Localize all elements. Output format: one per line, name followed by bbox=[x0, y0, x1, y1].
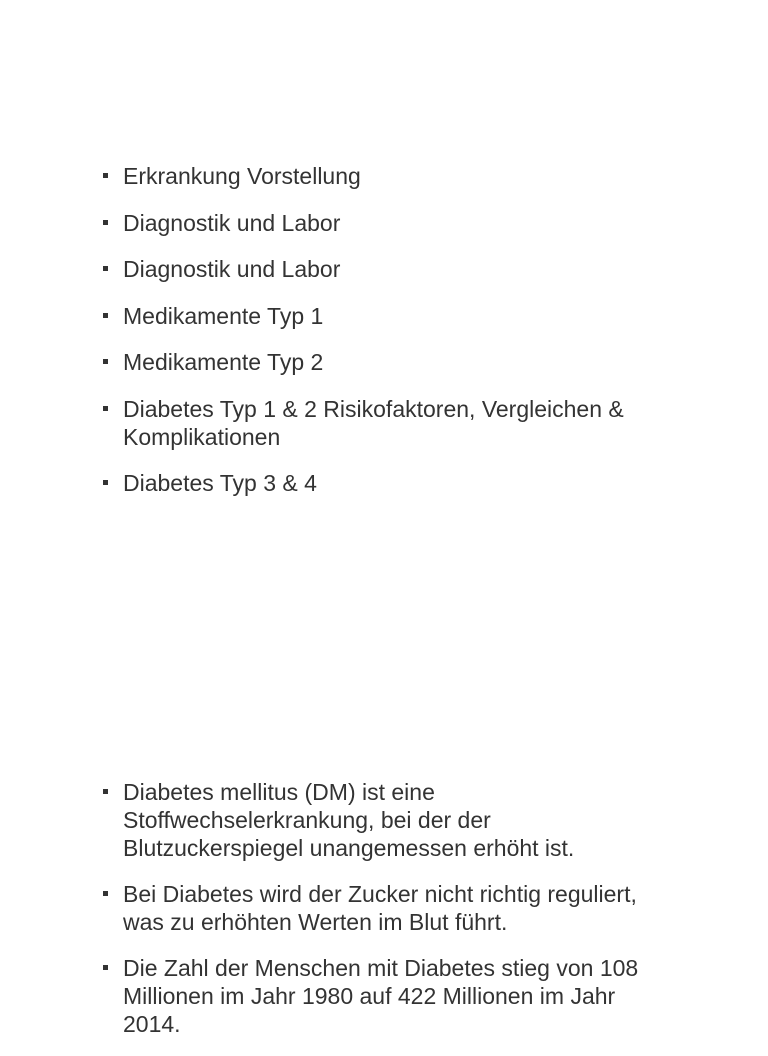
bullet-square-icon bbox=[103, 313, 108, 318]
bullet-square-icon bbox=[103, 173, 108, 178]
intro-item-text: Die Zahl der Menschen mit Diabetes stieg von 108 Millionen im Jahr 1980 auf 422 Millionen im Jahr 2014. bbox=[123, 955, 639, 1037]
bullet-square-icon bbox=[103, 266, 108, 271]
agenda-item-text: Medikamente Typ 1 bbox=[123, 302, 324, 329]
agenda-item-text: Diagnostik und Labor bbox=[123, 256, 341, 282]
agenda-item bbox=[103, 209, 673, 237]
agenda-item bbox=[103, 162, 673, 190]
agenda-item bbox=[103, 348, 673, 376]
intro-list bbox=[103, 778, 673, 1056]
agenda-item bbox=[103, 469, 673, 497]
intro-item-text: Bei Diabetes wird der Zucker nicht richtig reguliert, was zu erhöhten Werten im Blut führt. bbox=[123, 881, 637, 935]
agenda-item-text: Diabetes Typ 3 & 4 bbox=[123, 470, 317, 496]
bullet-square-icon bbox=[103, 406, 108, 411]
agenda-list bbox=[103, 162, 673, 516]
intro-item-text: Diabetes mellitus (DM) ist eine Stoffwechselerkrankung, bei der der Blutzuckerspiegel unangemessen erhöht ist. bbox=[123, 779, 575, 861]
agenda-item-text: Diabetes Typ 1 & 2 Risikofaktoren, Vergleichen & Komplikationen bbox=[123, 395, 624, 450]
intro-item bbox=[103, 778, 673, 862]
bullet-square-icon bbox=[103, 965, 108, 970]
agenda-item-text: Medikamente Typ 2 bbox=[123, 349, 324, 375]
intro-item bbox=[103, 880, 673, 936]
bullet-square-icon bbox=[103, 220, 108, 225]
bullet-square-icon bbox=[103, 891, 108, 896]
agenda-item-text: Diagnostik und Labor bbox=[123, 209, 341, 236]
agenda-item bbox=[103, 395, 673, 451]
agenda-item bbox=[103, 302, 673, 330]
bullet-square-icon bbox=[103, 359, 108, 364]
agenda-item-text: Erkrankung Vorstellung bbox=[123, 163, 361, 189]
agenda-item bbox=[103, 255, 673, 283]
bullet-square-icon bbox=[103, 480, 108, 485]
intro-item bbox=[103, 954, 673, 1038]
bullet-square-icon bbox=[103, 789, 108, 794]
